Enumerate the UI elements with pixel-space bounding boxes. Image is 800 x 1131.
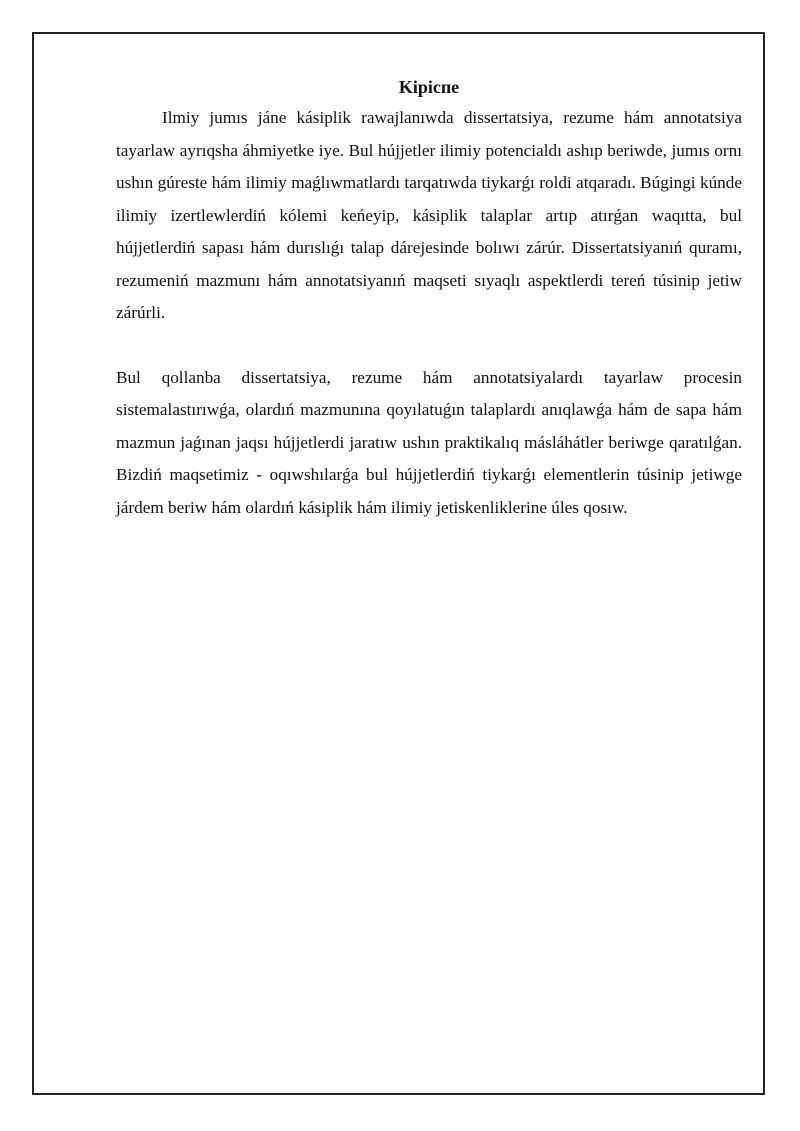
paragraph-intro: Ilmiy jumıs jáne kásiplik rawajlanıwda dissertatsiya, rezume hám annotatsiya tayarlaw ayrıqsha áhmiyetke iye. Bul hújjetler ilimiy potencialdı ashıp beriwde, jumıs ornı ushın gúreste hám ilimiy maǵlıwmatlardı tarqatıwda tiykarǵı roldi atqaradı. Búgingi kúnde ilimiy izertlewlerdiń kólemi keńeyip, kásiplik talaplar artıp atırǵan waqıtta, bul hújjetlerdiń sapası hám durıslıǵı talap dárejesinde bolıwı zárúr. Dissertatsiyanıń quramı, rezumeniń mazmunı hám annotatsiyanıń maqseti sıyaqlı aspektlerdi tereń túsinip jetiw zárúrli. [116,108,742,322]
paragraph-spacer [116,330,742,362]
document-title: Kipicпe [398,77,460,97]
paragraph-purpose: Bul qollanba dissertatsiya, rezume hám annotatsiyalardı tayarlaw procesin sistemalastırıwǵa, olardıń mazmunına qoyılatuǵın talaplardı anıqlawǵa hám de sapa hám mazmun jaǵınan jaqsı hújjetlerdi jaratıw ushın praktikalıq másláhátler beriwge qaratılǵan. Bizdiń maqsetimiz - oqıwshılarǵa bul hújjetlerdiń tiykarǵı elementlerin túsinip jetiwge járdem beriw hám olardıń kásiplik hám ilimiy jetiskenliklerine úles qosıw. [116,367,742,517]
document-body [116,74,742,524]
